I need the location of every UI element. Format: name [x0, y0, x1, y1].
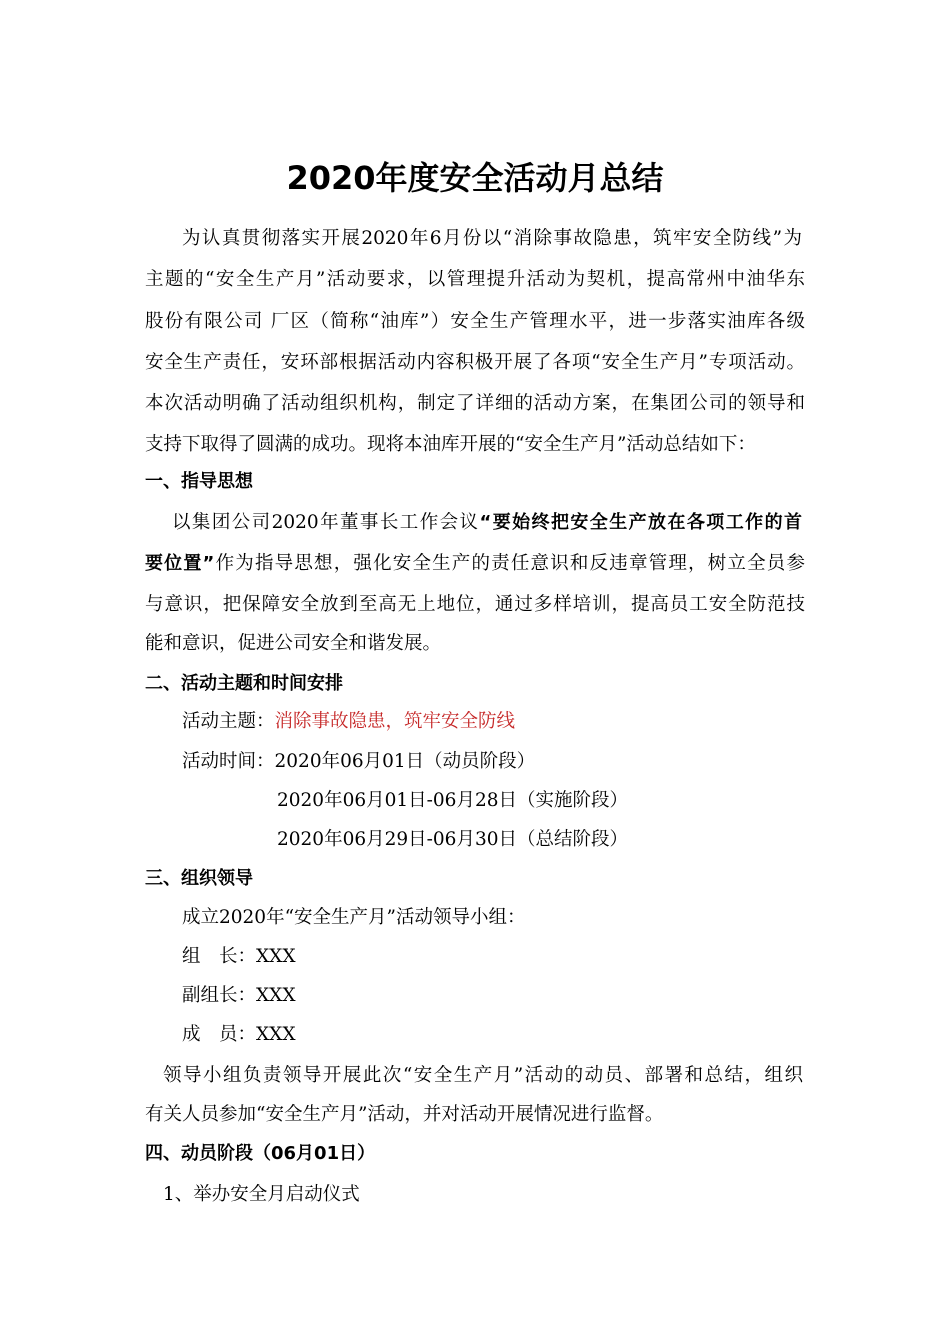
member-line: 成 员：XXX — [182, 1024, 296, 1045]
activity-time-1 — [182, 750, 535, 774]
time-label: 活动时间： — [182, 751, 275, 772]
section1-line-2 — [145, 552, 805, 576]
time-value-1: 2020年06月01日（动员阶段） — [274, 751, 536, 772]
section1-line-3: 与意识，把保障安全放到至高无上地位，通过多样培训，提高员工安全防范技 — [145, 594, 805, 615]
leader-line: 组 长：XXX — [182, 946, 296, 967]
intro-line-6: 支持下取得了圆满的成功。现将本油库开展的“安全生产月”活动总结如下： — [145, 434, 756, 455]
section1-line-1 — [172, 511, 802, 535]
intro-line-1: 为认真贯彻落实开展2020年6月份以“消除事故隐患，筑牢安全防线”为 — [182, 228, 802, 249]
section-heading-4: 四、动员阶段（06月01日） — [145, 1143, 376, 1164]
intro-line-4: 安全生产责任，安环部根据活动内容积极开展了各项“安全生产月”专项活动。 — [145, 352, 805, 373]
document-title: 2020年度安全活动月总结 — [286, 159, 664, 197]
section1-line2-text: 作为指导思想，强化安全生产的责任意识和反违章管理，树立全员参 — [214, 553, 805, 574]
deputy-line: 副组长：XXX — [182, 985, 296, 1006]
intro-line-3: 股份有限公司 厂区（简称“油库”）安全生产管理水平，进一步落实油库各级 — [145, 311, 805, 332]
duty-line-2: 有关人员参加“安全生产月”活动，并对活动开展情况进行监督。 — [145, 1104, 664, 1125]
list-item: 1、举办安全月启动仪式 — [163, 1184, 360, 1205]
section1-line-4: 能和意识，促进公司安全和谐发展。 — [145, 633, 442, 654]
duty-line-1: 领导小组负责领导开展此次“安全生产月”活动的动员、部署和总结，组织 — [163, 1065, 803, 1086]
activity-time-3: 2020年06月29日-06月30日（总结阶段） — [277, 829, 628, 850]
section1-line1-text: 以集团公司2020年董事长工作会议 — [172, 512, 480, 533]
theme-label: 活动主题： — [182, 711, 275, 732]
section-heading-2: 二、活动主题和时间安排 — [145, 673, 343, 694]
section-heading-1: 一、指导思想 — [145, 471, 253, 492]
intro-line-5: 本次活动明确了活动组织机构，制定了详细的活动方案，在集团公司的领导和 — [145, 393, 805, 414]
activity-time-2: 2020年06月01日-06月28日（实施阶段） — [277, 790, 628, 811]
section1-line2-emphasis: 要位置” — [145, 553, 215, 574]
intro-line-2: 主题的“安全生产月”活动要求，以管理提升活动为契机，提高常州中油华东 — [145, 269, 805, 290]
theme-value: 消除事故隐患，筑牢安全防线 — [274, 711, 516, 732]
activity-theme — [182, 710, 515, 734]
section-heading-3: 三、组织领导 — [145, 868, 253, 889]
section1-line1-emphasis: “要始终把安全生产放在各项工作的首 — [479, 512, 802, 533]
leadership-intro: 成立2020年“安全生产月”活动领导小组： — [182, 907, 526, 928]
